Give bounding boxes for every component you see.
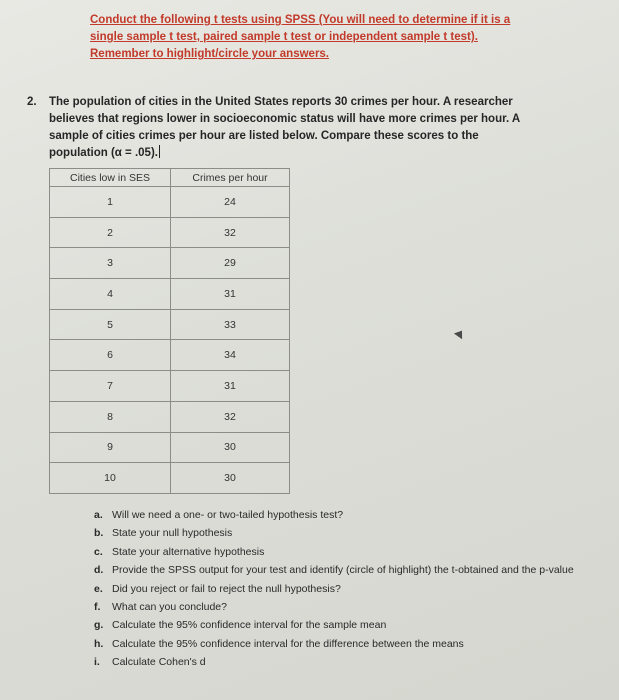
table-row (50, 340, 290, 371)
question-text: Did you reject or fail to reject the null hypothesis? (112, 582, 341, 595)
table-row (50, 432, 290, 463)
city-cell: 9 (50, 432, 171, 463)
table-row (50, 248, 290, 279)
question-item (94, 598, 594, 616)
question-text: Calculate the 95% confidence interval for the difference between the means (112, 637, 464, 650)
question-item (94, 616, 594, 634)
problem-line-1: The population of cities in the United States reports 30 crimes per hour. A researcher (49, 96, 513, 108)
city-cell: 3 (50, 248, 171, 279)
table-row (50, 309, 290, 340)
table-row (50, 371, 290, 402)
instructions-line-2: single sample t test, paired sample t test or independent sample t test). (90, 31, 478, 43)
question-item (94, 524, 594, 542)
crimes-cell: 32 (171, 217, 290, 248)
question-letter: c. (94, 545, 103, 558)
question-item (94, 653, 594, 671)
question-text: Provide the SPSS output for your test and identify (circle of highlight) the t-obtained and the p-value (112, 564, 574, 577)
crimes-cell: 31 (171, 279, 290, 310)
problem-line-3: sample of cities crimes per hour are listed below. Compare these scores to the (49, 130, 479, 142)
crimes-cell: 33 (171, 309, 290, 340)
header-crimes: Crimes per hour (171, 169, 290, 187)
table-row (50, 463, 290, 494)
question-letter: e. (94, 582, 103, 595)
question-letter: h. (94, 637, 104, 650)
problem-line-4: population (α = .05). (49, 147, 158, 159)
question-text: What can you conclude? (112, 601, 227, 614)
question-item (94, 543, 594, 561)
question-text: Will we need a one- or two-tailed hypothesis test? (112, 509, 344, 521)
pointer-mark-icon (454, 328, 466, 339)
city-cell: 7 (50, 371, 171, 402)
crimes-cell: 30 (171, 463, 290, 494)
question-item (94, 580, 594, 598)
text-cursor (159, 145, 160, 158)
crimes-cell: 29 (171, 248, 290, 279)
crimes-cell: 30 (171, 432, 290, 463)
question-item (94, 635, 594, 653)
city-cell: 2 (50, 217, 171, 248)
table-header-row (50, 169, 290, 187)
city-cell: 6 (50, 340, 171, 371)
city-cell: 1 (50, 187, 171, 218)
table-row (50, 279, 290, 310)
problem-line-4-wrap (49, 145, 557, 162)
question-letter: d. (94, 564, 104, 577)
crimes-cell: 34 (171, 340, 290, 371)
question-letter: i. (94, 656, 100, 669)
question-letter: b. (94, 527, 104, 540)
city-cell: 4 (50, 279, 171, 310)
question-item (94, 561, 594, 579)
crimes-cell: 24 (171, 187, 290, 218)
question-text: Calculate the 95% confidence interval for the sample mean (112, 619, 387, 632)
crime-data-table (49, 168, 290, 494)
question-text: State your null hypothesis (112, 527, 233, 540)
table-row (50, 187, 290, 218)
question-text: State your alternative hypothesis (112, 545, 265, 558)
city-cell: 5 (50, 309, 171, 340)
city-cell: 10 (50, 463, 171, 494)
question-letter: a. (94, 509, 103, 521)
city-cell: 8 (50, 401, 171, 432)
instructions-line-1: Conduct the following t tests using SPSS (You will need to determine if it is a (90, 14, 511, 26)
question-letter: f. (94, 601, 101, 614)
table-row (50, 401, 290, 432)
instructions-line-3: Remember to highlight/circle your answers. (90, 48, 330, 60)
crimes-cell: 31 (171, 371, 290, 402)
instructions (90, 12, 560, 63)
question-item (94, 506, 594, 524)
header-cities: Cities low in SES (50, 169, 171, 187)
problem-number: 2. (27, 96, 37, 108)
crimes-cell: 32 (171, 401, 290, 432)
table-row (50, 217, 290, 248)
question-list (94, 506, 594, 672)
problem-statement (27, 94, 557, 162)
question-text: Calculate Cohen's d (112, 656, 206, 669)
problem-line-2: believes that regions lower in socioeconomic status will have more crimes per hour. A (49, 113, 521, 125)
question-letter: g. (94, 619, 104, 632)
